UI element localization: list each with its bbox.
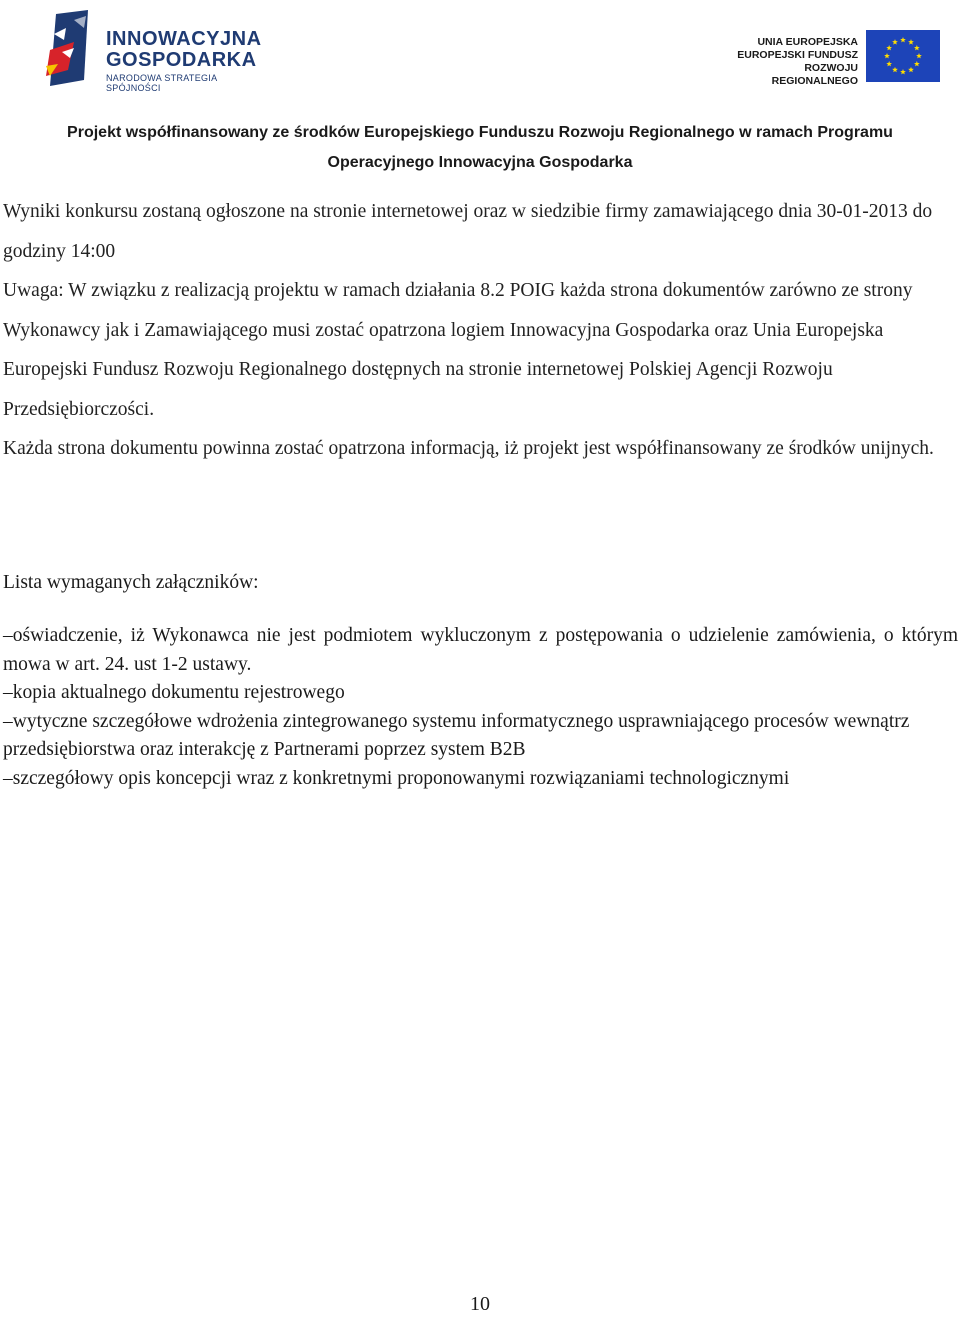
attachment-item: –wytyczne szczegółowe wdrożenia zintegrowanego systemu informatycznego usprawniającego procesów wewnątrz przedsiębiorstwa oraz interakcję z Partnerami poprzez system B2B [3, 710, 910, 760]
ig-emblem-icon [44, 10, 104, 88]
attachment-item: –kopia aktualnego dokumentu rejestrowego [3, 682, 345, 703]
attachment-item: –oświadczenie, iż Wykonawca nie jest podmiotem wykluczonym z postępowania o udzielenie zamówienia, o którym mowa w art. 24. ust 1-2 ustawy. [3, 625, 958, 675]
attachments-list-title: Lista wymaganych załączników: [3, 572, 259, 593]
eu-logo-line1: UNIA EUROPEJSKA [757, 36, 858, 48]
project-header-line2: Operacyjnego Innowacyjna Gospodarka [327, 154, 633, 171]
ig-logo-line1: INNOWACYJNA [106, 28, 262, 50]
results-announcement: Wyniki konkursu zostaną ogłoszone na stronie internetowej oraz w siedzibie firmy zamawiającego dnia 30-01-2013 do godziny 14:00 [3, 201, 933, 262]
logo-requirement-note: Uwaga: W związku z realizacją projektu w ramach działania 8.2 POIG każda strona dokumentów zarówno ze strony Wykonawcy jak i Zamawiającego musi zostać opatrzona logiem Innowacyjna Gospodarka oraz Unia Europejska Europejski Fundusz Rozwoju Regionalnego dostępnych na stronie internetowej Polskiej Agencji Rozwoju Przedsiębiorczości. [3, 280, 913, 420]
cofinancing-requirement: Każda strona dokumentu powinna zostać opatrzona informacją, iż projekt jest współfinansowany ze środków unijnych. [3, 438, 934, 459]
project-header-line1: Projekt współfinansowany ze środków Europejskiego Funduszu Rozwoju Regionalnego w ramach Programu [67, 124, 893, 141]
ig-logo-line3: NARODOWA STRATEGIA SPÓJNOŚCI [106, 73, 217, 93]
ig-logo-line2: GOSPODARKA [106, 49, 257, 71]
eu-flag-icon [866, 30, 940, 82]
document-body [3, 192, 958, 469]
project-cofinancing-header [0, 118, 960, 178]
page-number: 10 [470, 1293, 490, 1315]
eu-logo [730, 30, 940, 87]
eu-logo-text [730, 36, 858, 88]
attachment-item: –szczegółowy opis koncepcji wraz z konkretnymi proponowanymi rozwiązaniami technologicznymi [3, 767, 790, 789]
eu-logo-line3: ROZWOJU REGIONALNEGO [771, 62, 858, 87]
attachments-list [3, 622, 958, 793]
innowacyjna-gospodarka-logo [44, 10, 274, 93]
eu-logo-line2: EUROPEJSKI FUNDUSZ [737, 49, 858, 61]
